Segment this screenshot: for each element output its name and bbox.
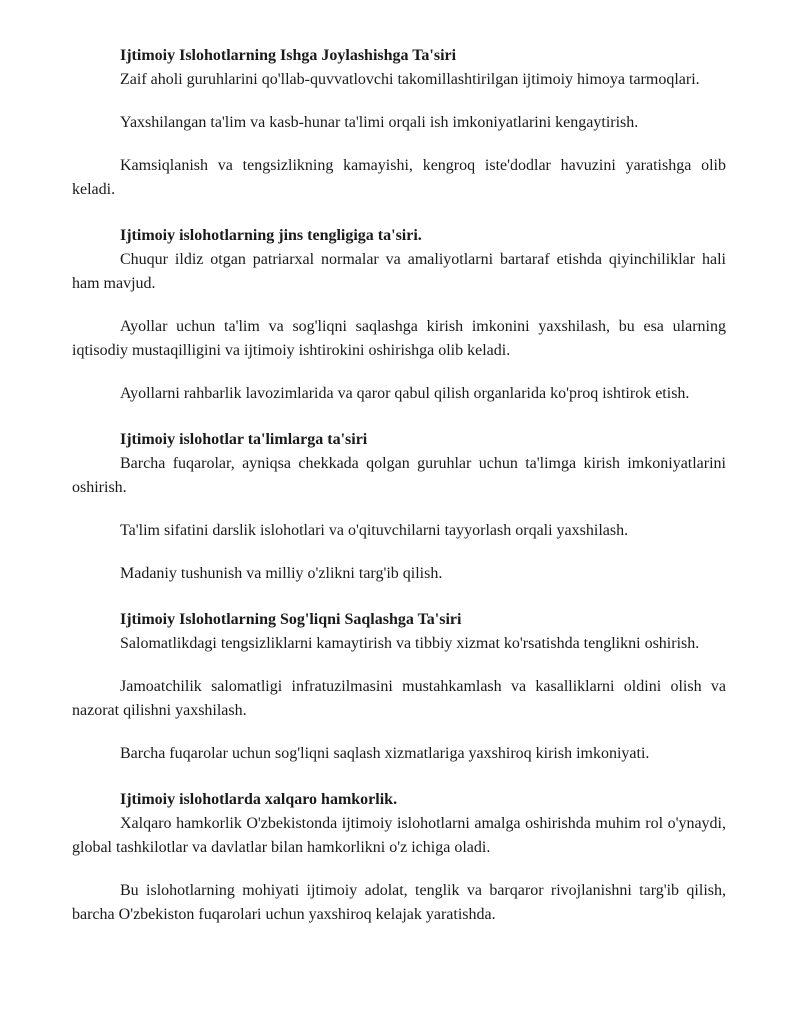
paragraph: Ayollarni rahbarlik lavozimlarida va qaror qabul qilish organlarida ko'proq ishtirok etish. [120, 385, 690, 402]
paragraph: Ta'lim sifatini darslik islohotlari va o'qituvchilarni tayyorlash orqali yaxshilash. [120, 522, 629, 539]
section-international-cooperation [72, 788, 726, 927]
paragraph: Barcha fuqarolar uchun sog'liqni saqlash xizmatlariga yaxshiroq kirish imkoniyati. [120, 745, 650, 762]
document-page [72, 44, 726, 949]
section-gender-equality [72, 224, 726, 406]
paragraph: Chuqur ildiz otgan patriarxal normalar va amaliyotlarni bartaraf etishda qiyinchiliklar hali ham mavjud. [72, 251, 726, 292]
section-heading: Ijtimoiy islohotlarning jins tengligiga ta'siri. [120, 227, 422, 244]
paragraph: Zaif aholi guruhlarini qo'llab-quvvatlovchi takomillashtirilgan ijtimoiy himoya tarmoqlari. [120, 71, 700, 88]
paragraph: Bu islohotlarning mohiyati ijtimoiy adolat, tenglik va barqaror rivojlanishni targ'ib qilish, barcha O'zbekiston fuqarolari uchun yaxshiroq kelajak yaratishda. [72, 882, 726, 923]
paragraph: Salomatlikdagi tengsizliklarni kamaytirish va tibbiy xizmat ko'rsatishda tenglikni oshirish. [120, 635, 700, 652]
section-heading: Ijtimoiy islohotlarda xalqaro hamkorlik. [120, 791, 398, 808]
paragraph: Kamsiqlanish va tengsizlikning kamayishi, kengroq iste'dodlar havuzini yaratishga olib keladi. [72, 157, 726, 198]
section-education [72, 428, 726, 586]
section-heading: Ijtimoiy Islohotlarning Ishga Joylashishga Ta'siri [120, 47, 457, 64]
paragraph: Jamoatchilik salomatligi infratuzilmasini mustahkamlash va kasalliklarni oldini olish va nazorat qilishni yaxshilash. [72, 678, 726, 719]
section-heading: Ijtimoiy islohotlar ta'limlarga ta'siri [120, 431, 368, 448]
paragraph: Madaniy tushunish va milliy o'zlikni targ'ib qilish. [120, 565, 443, 582]
paragraph: Barcha fuqarolar, ayniqsa chekkada qolgan guruhlar uchun ta'limga kirish imkoniyatlarini oshirish. [72, 455, 726, 496]
section-heading: Ijtimoiy Islohotlarning Sog'liqni Saqlashga Ta'siri [120, 611, 462, 628]
paragraph: Yaxshilangan ta'lim va kasb-hunar ta'limi orqali ish imkoniyatlarini kengaytirish. [120, 114, 639, 131]
section-employment [72, 44, 726, 202]
paragraph: Ayollar uchun ta'lim va sog'liqni saqlashga kirish imkonini yaxshilash, bu esa ularning iqtisodiy mustaqilligini va ijtimoiy ishtirokini oshirishga olib keladi. [72, 318, 726, 359]
paragraph: Xalqaro hamkorlik O'zbekistonda ijtimoiy islohotlarni amalga oshirishda muhim rol o'ynaydi, global tashkilotlar va davlatlar bilan hamkorlikni o'z ichiga oladi. [72, 815, 726, 856]
section-healthcare [72, 608, 726, 766]
